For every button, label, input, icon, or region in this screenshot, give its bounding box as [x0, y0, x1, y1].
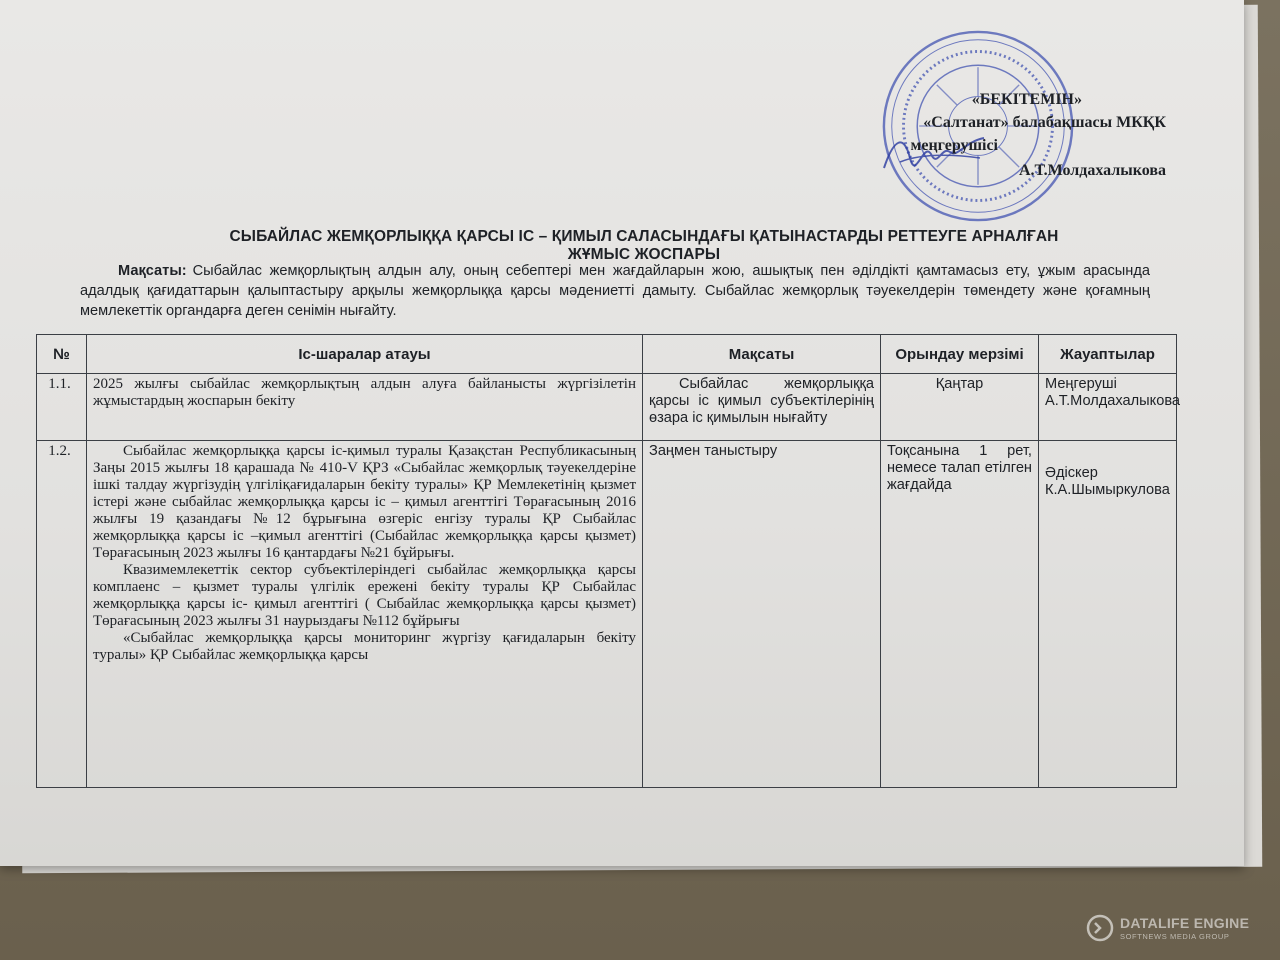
- row-goal: Сыбайлас жемқорлыққа қарсы іс қимыл субъектілерінің өзара іс қимылын нығайту: [643, 374, 881, 441]
- activity-paragraph: 2025 жылғы сыбайлас жемқорлықтың алдын алуға байланысты жүргізілетін жұмыстардың жоспарын бекіту: [93, 376, 636, 409]
- watermark-main-text: DATALIFE ENGINE: [1120, 915, 1250, 931]
- approval-title: «БЕКІТЕМІН»: [971, 91, 1082, 108]
- site-watermark: [1086, 914, 1266, 944]
- table-header-row: [37, 335, 1177, 374]
- approval-role: меңгерушісі: [910, 137, 998, 154]
- document-title: [90, 228, 1198, 264]
- approval-block: [910, 88, 1166, 182]
- row-activity-name: [87, 441, 643, 788]
- header-deadline: Орындау мерзімі: [881, 335, 1039, 374]
- header-activity-name: Іс-шаралар атауы: [87, 335, 643, 374]
- plan-table: [36, 334, 1181, 788]
- document-title-line2: ЖҰМЫС ЖОСПАРЫ: [567, 246, 721, 263]
- row-activity-name: [87, 374, 643, 441]
- approval-organization: «Салтанат» балабақшасы МКҚК: [923, 114, 1166, 131]
- approval-signer: А.Т.Молдахалыкова: [1018, 162, 1166, 179]
- row-number: 1.1.: [37, 374, 87, 441]
- activity-paragraph: Сыбайлас жемқорлыққа қарсы іс-қимыл туралы Қазақстан Республикасының Заңы 2015 жылғы 18 қарашада № 410-V ҚРЗ «Сыбайлас жемқорлық тәуекелдеріне ішкі талдау жүргізудің үлгіліқағидаларын бекіту туралы» ҚР Мемлекетінің қызмет істері және сыбайлас жемқорлыққа қарсы іс – қимыл агенттігі Төрағасының 2016 жылғы 19 қазандағы №12 бұрығына өзгеріс енгізу туралы ҚР Сыбайлас жемқорлыққа қарсы іс –қимыл агенттігі (Сыбайлас жемқорлыққа қарсы қызмет) Төрағасының 2023 жылғы 16 қантардағы №21 бұйрығы.: [93, 443, 636, 561]
- row-number: 1.2.: [37, 441, 87, 788]
- goal-label: Мақсаты:: [118, 263, 187, 279]
- table-row: [37, 441, 1177, 788]
- document-goal: [80, 261, 1150, 321]
- row-deadline: Қаңтар: [881, 374, 1039, 441]
- watermark-logo-icon: [1086, 914, 1114, 942]
- table-row: [37, 374, 1177, 441]
- row-deadline: Тоқсанына 1 рет, немесе талап етілген жағдайда: [881, 441, 1039, 788]
- row-responsible: Әдіскер К.А.Шымыркулова: [1039, 441, 1177, 788]
- row-goal: Заңмен таныстыру: [643, 441, 881, 788]
- header-number: №: [37, 335, 87, 374]
- row-responsible: Меңгеруші А.Т.Молдахалыкова: [1039, 374, 1177, 441]
- header-responsible: Жауаптылар: [1039, 335, 1177, 374]
- activity-paragraph: Квазимемлекеттік сектор субъектілеріндегі сыбайлас жемқорлыққа қарсы комплаенс – қызмет туралы үлгілік ережені бекіту туралы ҚР Сыбайлас жемқорлыққа қарсы іс- қимыл агенттігі ( Сыбайлас жемқорлыққа қарсы қызмет) Төрағасының 2023 жылғы 31 наурыздағы №112 бұйрығы: [93, 562, 636, 629]
- watermark-sub-text: SOFTNEWS MEDIA GROUP: [1120, 932, 1230, 941]
- header-goal: Мақсаты: [643, 335, 881, 374]
- goal-text: Сыбайлас жемқорлықтың алдын алу, оның себептері мен жағдайларын жою, ашықтық пен әділдікті қамтамасыз ету, ұжым арасында адалдық қағидаттарын қалыптастыру арқылы жемқорлыққа қарсы мәдениетті дамыту. Сыбайлас жемқорлық тәуекелдерін төмендету және қоғамның мемлекеттік органдарға деген сенімін нығайту.: [80, 263, 1150, 319]
- activity-paragraph: «Сыбайлас жемқорлыққа қарсы мониторинг жүргізу қағидаларын бекіту туралы» ҚР Сыбайлас жемқорлыққа қарсы: [93, 630, 636, 663]
- document-title-line1: СЫБАЙЛАС ЖЕМҚОРЛЫҚҚА ҚАРСЫ ІС – ҚИМЫЛ САЛАСЫНДАҒЫ ҚАТЫНАСТАРДЫ РЕТТЕУГЕ АРНАЛҒАН: [229, 228, 1059, 245]
